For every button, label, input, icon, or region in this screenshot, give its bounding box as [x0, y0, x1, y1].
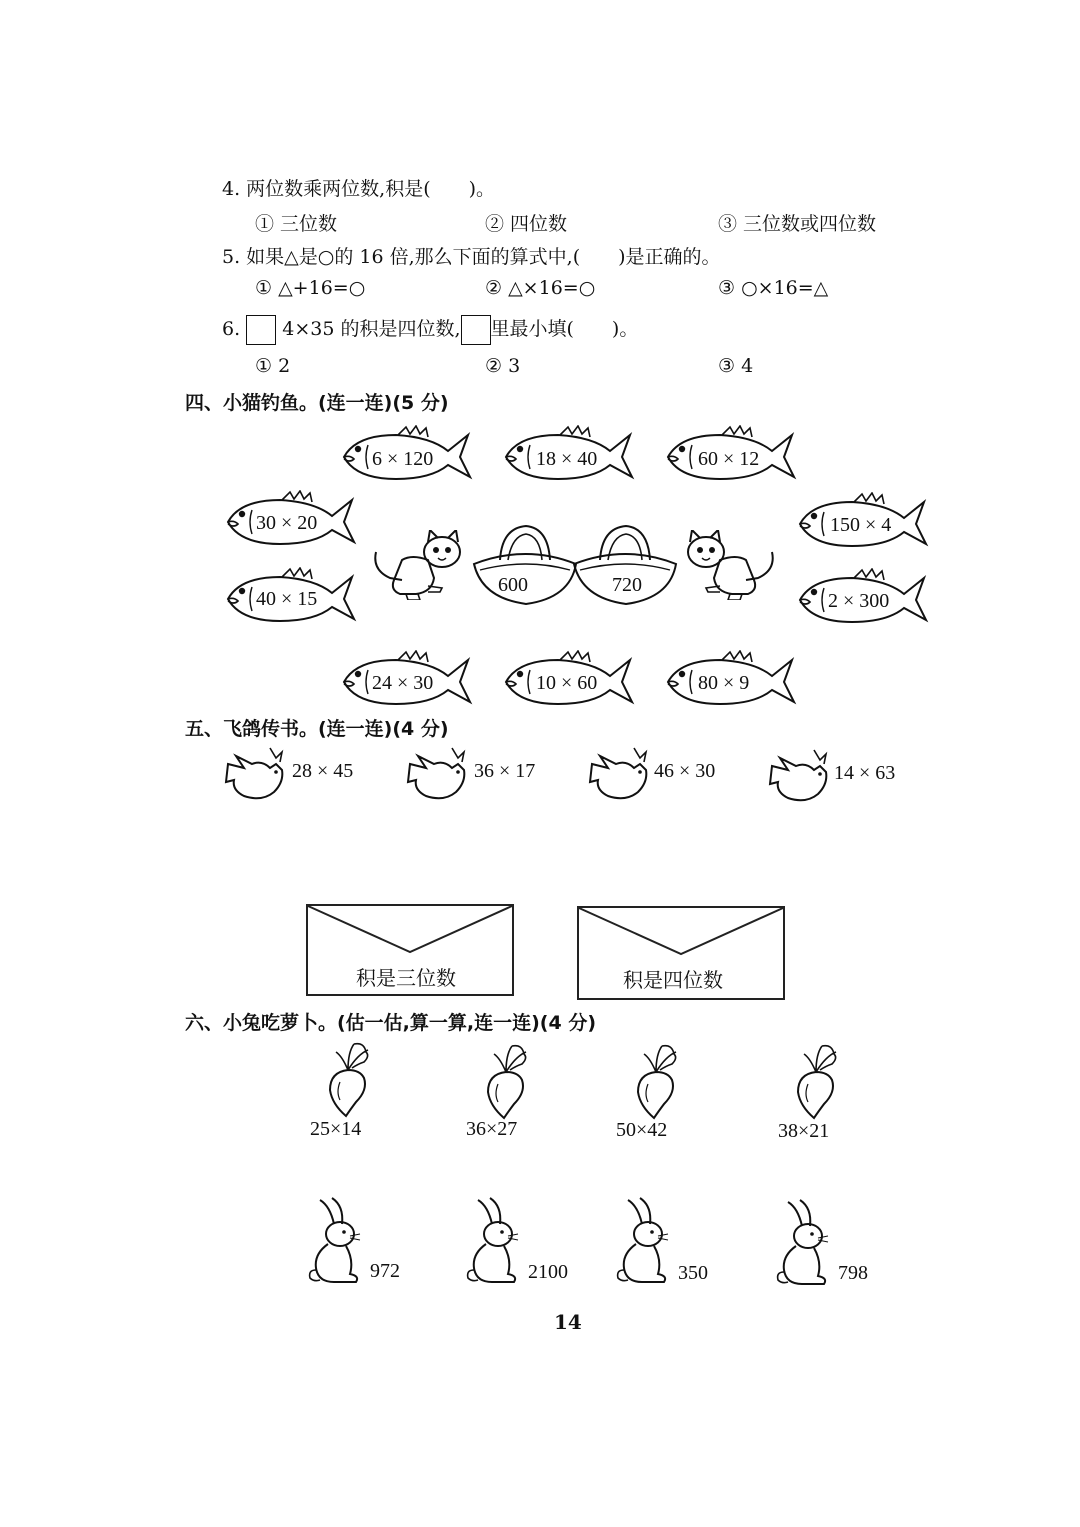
- q5-option-2: ② △×16=○: [485, 277, 596, 299]
- fish-label: 40 × 15: [256, 588, 318, 610]
- basket-label: 720: [612, 574, 642, 596]
- envelope-three-digit[interactable]: [306, 904, 514, 996]
- envelope-label: 积是三位数: [356, 966, 456, 990]
- radish-icon[interactable]: [476, 1040, 536, 1120]
- rabbit-icon[interactable]: [608, 1196, 678, 1286]
- q6-option-3: ③ 4: [718, 355, 754, 377]
- q6-number: 6.: [222, 318, 241, 340]
- pigeon-icon[interactable]: [766, 744, 836, 804]
- basket-icon[interactable]: [570, 522, 680, 612]
- q6-text-1: 4×35 的积是四位数,: [282, 318, 461, 340]
- q4-option-2: ② 四位数: [485, 213, 568, 235]
- rabbit-label: 798: [838, 1262, 868, 1284]
- pigeon-label: 36 × 17: [474, 760, 536, 782]
- rabbit-icon[interactable]: [768, 1198, 838, 1288]
- rabbit-label: 350: [678, 1262, 708, 1284]
- radish-icon[interactable]: [786, 1040, 846, 1120]
- fish-label: 150 × 4: [830, 514, 892, 536]
- envelope-four-digit[interactable]: [577, 906, 785, 1000]
- radish-icon[interactable]: [626, 1040, 686, 1120]
- rabbit-icon[interactable]: [300, 1196, 370, 1286]
- pigeon-icon[interactable]: [222, 742, 292, 802]
- fish-label: 30 × 20: [256, 512, 318, 534]
- q5-option-1: ① △+16=○: [255, 277, 366, 299]
- section4-title: 四、小猫钓鱼。(连一连)(5 分): [185, 392, 449, 414]
- pigeon-label: 28 × 45: [292, 760, 354, 782]
- fish-label: 24 × 30: [372, 672, 434, 694]
- radish-label: 50×42: [616, 1119, 668, 1141]
- rabbit-icon[interactable]: [458, 1196, 528, 1286]
- radish-icon[interactable]: [318, 1038, 378, 1118]
- q4-option-1: ① 三位数: [255, 213, 338, 235]
- pigeon-icon[interactable]: [404, 742, 474, 802]
- envelope-label: 积是四位数: [623, 968, 723, 992]
- cat-icon: [676, 530, 776, 600]
- q6-text-2: 里最小填( )。: [490, 318, 639, 340]
- q6-option-1: ① 2: [255, 355, 291, 377]
- q4-stem: 4. 两位数乘两位数,积是( )。: [222, 178, 496, 200]
- radish-label: 36×27: [466, 1118, 518, 1140]
- radish-label: 38×21: [778, 1120, 830, 1142]
- fish-label: 2 × 300: [828, 590, 890, 612]
- section5-title: 五、飞鸽传书。(连一连)(4 分): [185, 718, 449, 740]
- page-number: 14: [554, 1310, 582, 1334]
- fish-label: 6 × 120: [372, 448, 434, 470]
- radish-label: 25×14: [310, 1118, 362, 1140]
- pigeon-label: 14 × 63: [834, 762, 896, 784]
- rabbit-label: 2100: [528, 1261, 568, 1283]
- rabbit-label: 972: [370, 1260, 400, 1282]
- fish-label: 10 × 60: [536, 672, 598, 694]
- fish-label: 60 × 12: [698, 448, 760, 470]
- q5-stem: 5. 如果△是○的 16 倍,那么下面的算式中,( )是正确的。: [222, 246, 721, 268]
- q4-option-3: ③ 三位数或四位数: [718, 213, 877, 235]
- q6-option-2: ② 3: [485, 355, 521, 377]
- pigeon-icon[interactable]: [586, 742, 656, 802]
- pigeon-label: 46 × 30: [654, 760, 716, 782]
- blank-box: [246, 315, 276, 345]
- cat-icon: [372, 530, 472, 600]
- basket-icon[interactable]: [470, 522, 580, 612]
- q5-option-3: ③ ○×16=△: [718, 277, 829, 299]
- blank-box: [461, 315, 491, 345]
- fish-label: 80 × 9: [698, 672, 750, 694]
- fish-label: 18 × 40: [536, 448, 598, 470]
- q6-stem: [222, 314, 638, 345]
- section6-title: 六、小兔吃萝卜。(估一估,算一算,连一连)(4 分): [185, 1012, 597, 1034]
- basket-label: 600: [498, 574, 528, 596]
